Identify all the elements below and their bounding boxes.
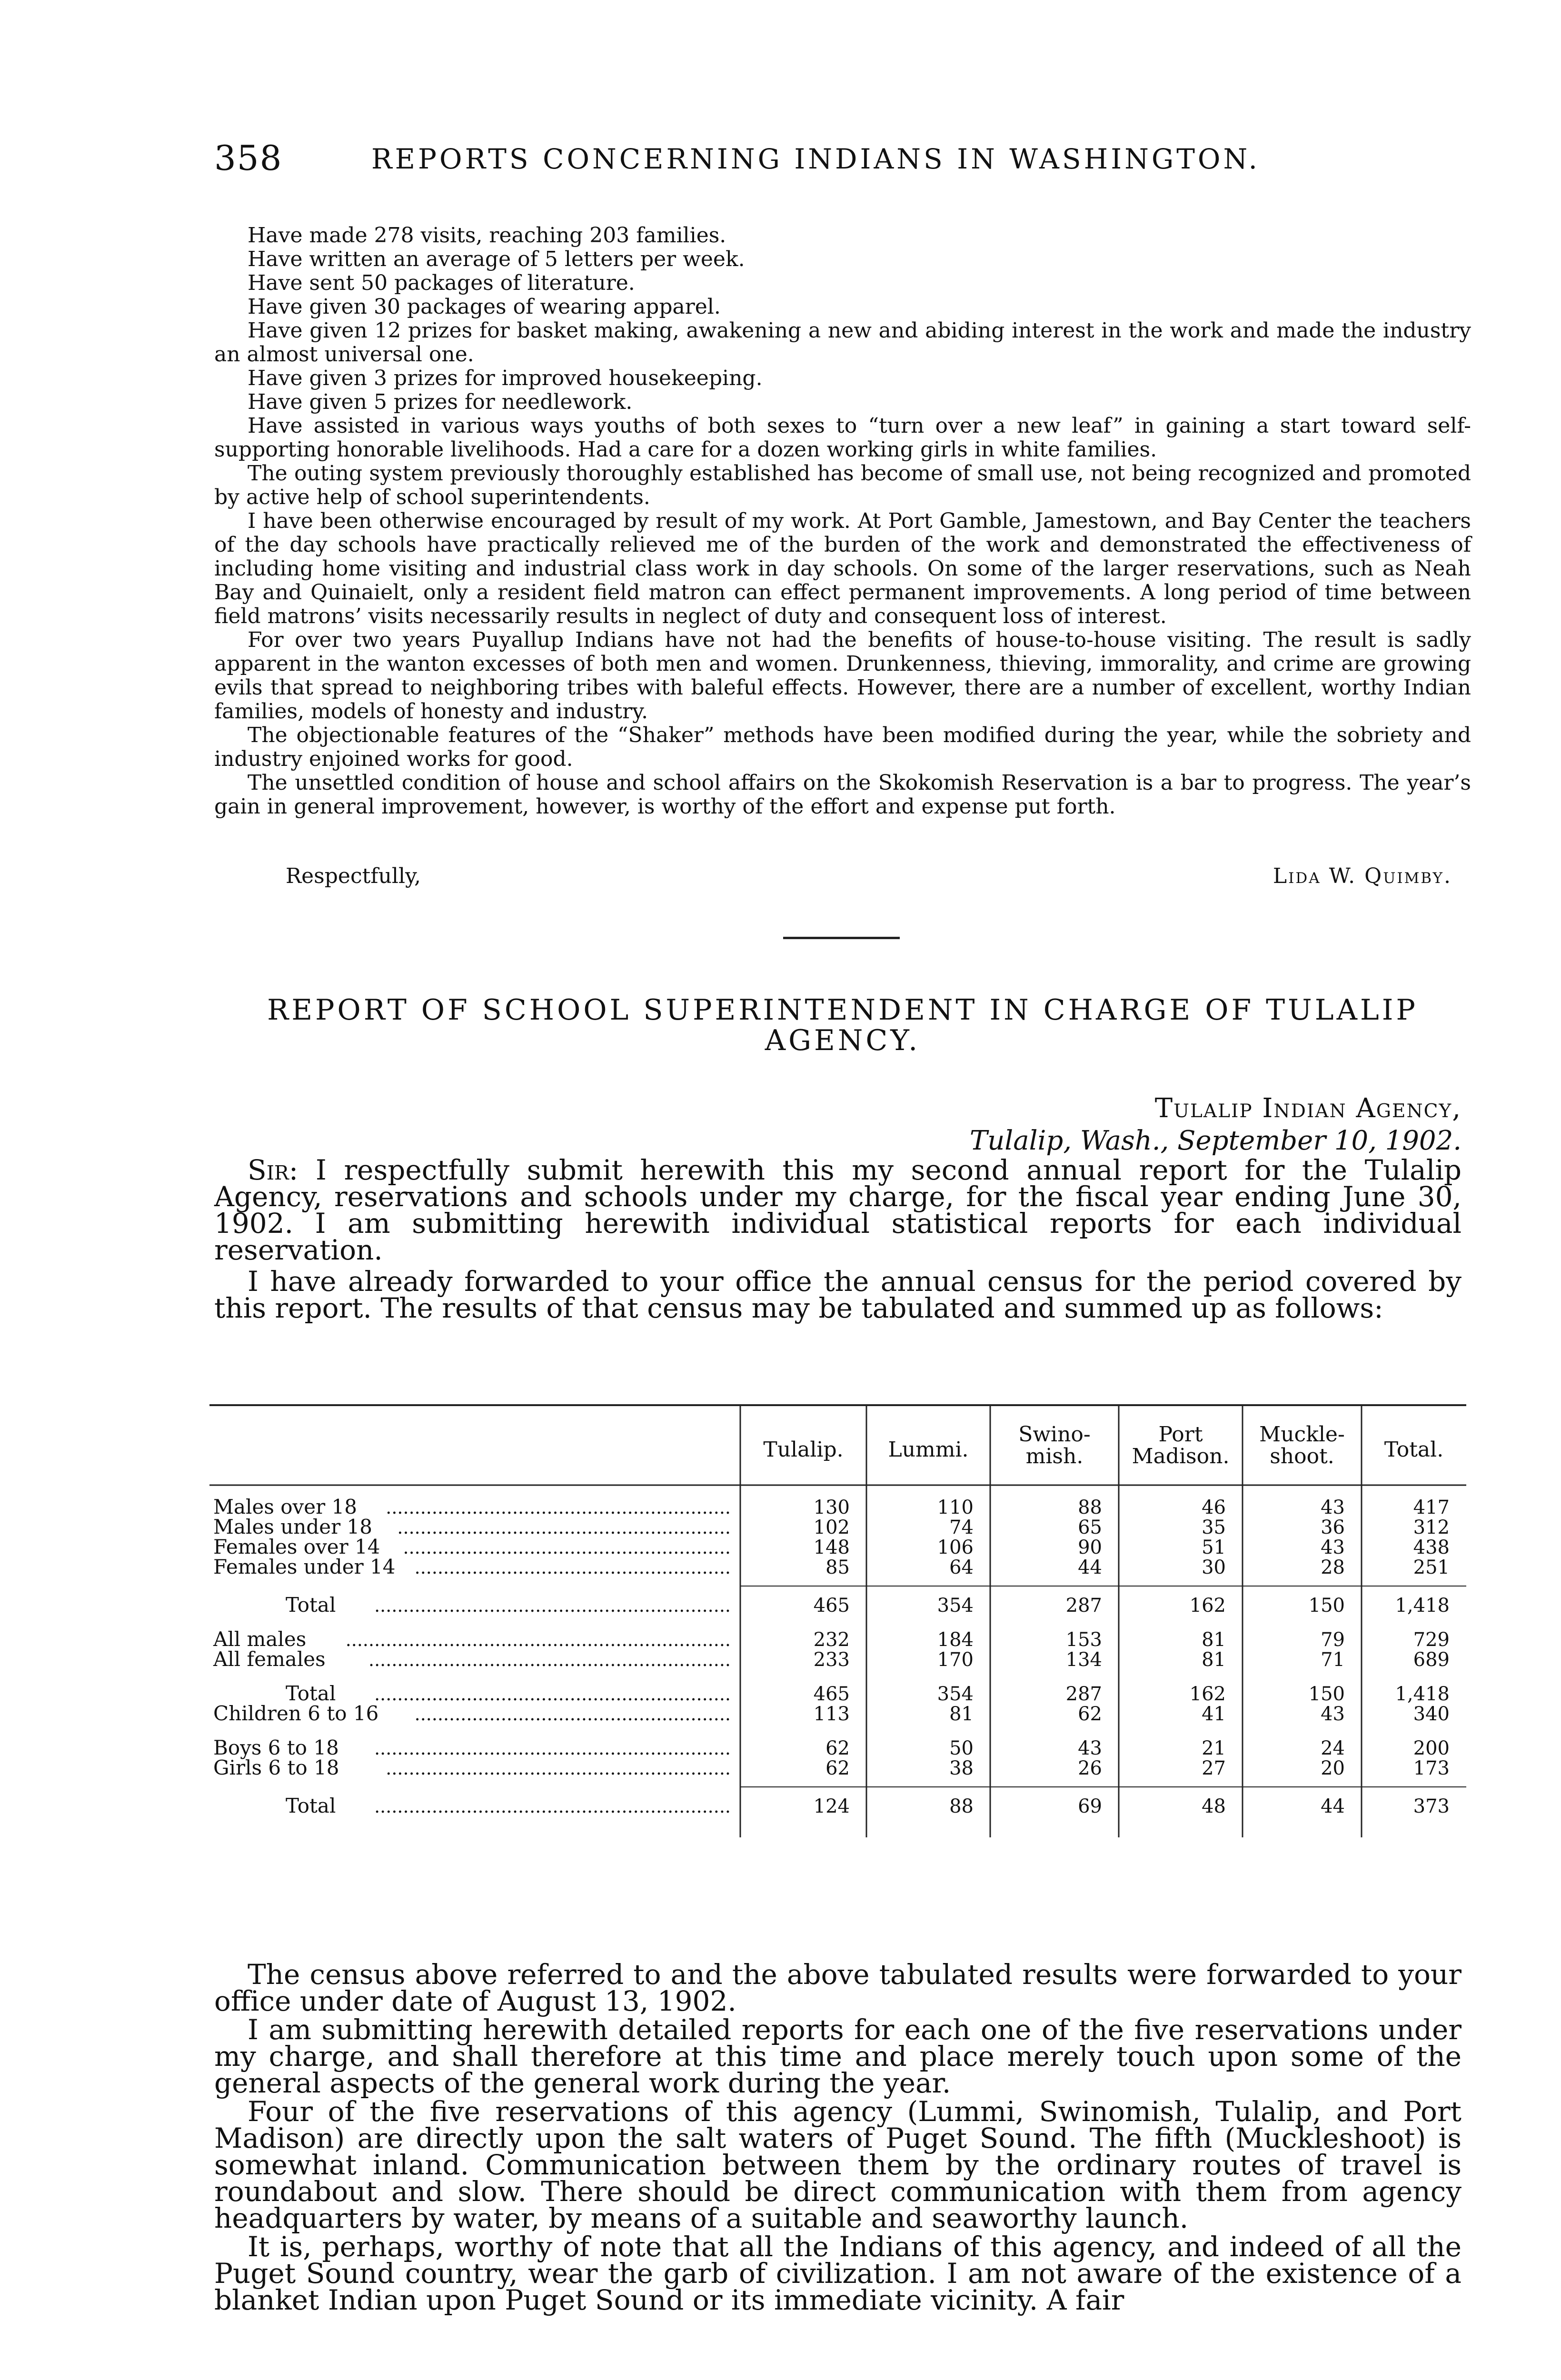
- row-label: Males under 18: [213, 1515, 372, 1538]
- cell-value: 110: [937, 1497, 974, 1518]
- cell-value: 64: [949, 1557, 974, 1578]
- letter-line: The unsettled condition of house and school affairs on the Skokomish Reservation is a bar to progress. The year’s gain in general improvement, however, is worthy of the effort and expense put forth.: [214, 771, 1471, 819]
- letter-line: The outing system previously thoroughly established has become of small use, not being recognized and promoted by active help of school superintendents.: [214, 461, 1471, 509]
- agency-line: Tulalip Indian Agency,: [1154, 1093, 1462, 1124]
- leader-dots: ............................................................: [386, 1497, 731, 1518]
- report-intro: [214, 1154, 1462, 1326]
- cell-value: 417: [1413, 1497, 1450, 1518]
- cell-value: 44: [1321, 1795, 1345, 1817]
- cell-value: 689: [1413, 1649, 1450, 1671]
- cell-value: 1,418: [1395, 1595, 1450, 1616]
- cell-value: 43: [1321, 1497, 1345, 1518]
- column-header: Muckle-: [1259, 1422, 1345, 1447]
- row-label: Males over 18: [213, 1495, 357, 1518]
- letter-line: Have given 12 prizes for basket making, awakening a new and abiding interest in the work and made the industry an almost universal one.: [214, 318, 1471, 367]
- cell-value: 124: [813, 1795, 850, 1817]
- cell-value: 233: [813, 1649, 850, 1671]
- paragraph: Four of the five reservations of this agency (Lummi, Swinomish, Tulalip, and Port Madison) are directly upon the salt waters of Puget Sound. The fifth (Muckleshoot) is somewhat inland. Communication between them by the ordinary routes of travel is roundabout and slow. There should be direct communication with them from agency headquarters by water, by means of a suitable and seaworthy launch.: [214, 2095, 1462, 2234]
- cell-value: 71: [1321, 1649, 1345, 1671]
- cell-value: 27: [1202, 1757, 1226, 1779]
- cell-value: 465: [813, 1595, 850, 1616]
- letter-line: For over two years Puyallup Indians have not had the benefits of house-to-house visiting. The result is sadly apparent in the wanton excesses of both men and women. Drunkenness, thieving, immorality, and crime are growing evils that spread to neighboring tribes with baleful effects. However, there are a number of excellent, worthy Indian families, models of honesty and industry.: [214, 628, 1471, 724]
- paragraph: [214, 1154, 1462, 1266]
- column-header: Swino-: [1018, 1422, 1091, 1447]
- cell-value: 1,418: [1395, 1683, 1450, 1705]
- cell-value: 81: [1202, 1629, 1226, 1651]
- cell-value: 130: [813, 1497, 850, 1518]
- running-head: REPORTS CONCERNING INDIANS IN WASHINGTON.: [371, 143, 1260, 175]
- leader-dots: .........................................................: [403, 1537, 731, 1558]
- cell-value: 43: [1321, 1703, 1345, 1725]
- column-header: Lummi.: [888, 1438, 969, 1462]
- cell-value: 20: [1321, 1757, 1345, 1779]
- paragraph: It is, perhaps, worthy of note that all the Indians of this agency, and indeed of all the Puget Sound country, wear the garb of civilization. I am not aware of the existence of a blanket Indian upon Puget Sound or its immediate vicinity. A fair: [214, 2231, 1462, 2316]
- paragraph: I am submitting herewith detailed reports for each one of the five reservations under my charge, and shall therefore at this time and place merely touch upon some of the general aspects of the general work during the year.: [214, 2013, 1462, 2099]
- cell-value: 153: [1065, 1629, 1102, 1651]
- cell-value: 62: [825, 1737, 850, 1759]
- salutation: Sir:: [248, 1154, 298, 1186]
- cell-value: 43: [1321, 1537, 1345, 1558]
- cell-value: 50: [949, 1737, 974, 1759]
- report-address: [809, 1092, 1462, 1157]
- census-table-svg: [209, 1404, 1466, 1944]
- cell-value: 102: [813, 1517, 850, 1538]
- leader-dots: ...............................................................: [368, 1649, 731, 1670]
- cell-value: 62: [825, 1757, 850, 1779]
- cell-value: 81: [1202, 1649, 1226, 1671]
- cell-value: 162: [1189, 1683, 1226, 1705]
- leader-dots: ..............................................................: [374, 1796, 731, 1817]
- cell-value: 88: [1078, 1497, 1102, 1518]
- cell-value: 36: [1321, 1517, 1345, 1538]
- letter-line: I have been otherwise encouraged by result of my work. At Port Gamble, Jamestown, and Bay Center the teachers of the day schools have practically relieved me of the burden of the work and demonstrated the effectiveness of including home visiting and industrial class work in day schools. On some of the larger reservations, such as Neah Bay and Quinaielt, only a resident field matron can effect permanent improvements. A long period of time between field matrons’ visits necessarily results in neglect of duty and consequent loss of interest.: [214, 509, 1471, 628]
- leader-dots: ..........................................................: [397, 1517, 731, 1538]
- leader-dots: .......................................................: [414, 1704, 731, 1725]
- column-header: mish.: [1025, 1444, 1084, 1468]
- cell-value: 106: [937, 1537, 974, 1558]
- row-label: Boys 6 to 18: [213, 1736, 339, 1759]
- row-label: All males: [213, 1627, 307, 1651]
- cell-value: 287: [1065, 1683, 1102, 1705]
- cell-value: 170: [937, 1649, 974, 1671]
- row-label: Girls 6 to 18: [213, 1756, 339, 1779]
- cell-value: 21: [1202, 1737, 1226, 1759]
- cell-value: 232: [813, 1629, 850, 1651]
- column-header: Madison.: [1132, 1444, 1230, 1468]
- cell-value: 44: [1078, 1557, 1102, 1578]
- cell-value: 65: [1078, 1517, 1102, 1538]
- cell-value: 354: [937, 1683, 974, 1705]
- cell-value: 30: [1202, 1557, 1226, 1578]
- cell-value: 729: [1413, 1629, 1450, 1651]
- closing-text: Respectfully,: [286, 864, 421, 888]
- cell-value: 85: [825, 1557, 850, 1578]
- cell-value: 354: [937, 1595, 974, 1616]
- cell-value: 90: [1078, 1537, 1102, 1558]
- cell-value: 148: [813, 1537, 850, 1558]
- leader-dots: ..............................................................: [374, 1738, 731, 1759]
- cell-value: 162: [1189, 1595, 1226, 1616]
- place-date: Tulalip, Wash., September 10, 1902.: [969, 1125, 1462, 1156]
- cell-value: 62: [1078, 1703, 1102, 1725]
- row-label: Total: [286, 1794, 336, 1817]
- cell-value: 74: [949, 1517, 974, 1538]
- cell-value: 26: [1078, 1757, 1102, 1779]
- row-label: Children 6 to 16: [213, 1702, 379, 1725]
- column-header: Tulalip.: [763, 1438, 844, 1462]
- leader-dots: .......................................................: [414, 1557, 731, 1578]
- letter-line: Have made 278 visits, reaching 203 families.: [248, 223, 726, 248]
- cell-value: 35: [1202, 1517, 1226, 1538]
- section-divider: [783, 937, 900, 939]
- leader-dots: ...................................................................: [345, 1629, 731, 1650]
- letter-line: Have sent 50 packages of literature.: [248, 271, 635, 295]
- cell-value: 251: [1413, 1557, 1450, 1578]
- letter-closing: [286, 864, 1452, 888]
- cell-value: 38: [949, 1757, 974, 1779]
- row-label: Total: [286, 1593, 336, 1616]
- signature-name: Lida W. Quimby.: [1273, 864, 1452, 888]
- cell-value: 287: [1065, 1595, 1102, 1616]
- cell-value: 88: [949, 1795, 974, 1817]
- cell-value: 113: [813, 1703, 850, 1725]
- cell-value: 465: [813, 1683, 850, 1705]
- letter-line: Have given 5 prizes for needlework.: [248, 390, 633, 414]
- page-header: [214, 138, 1347, 181]
- cell-value: 173: [1413, 1757, 1450, 1779]
- paragraph: I have already forwarded to your office the annual census for the period covered by this report. The results of that census may be tabulated and summed up as follows:: [214, 1265, 1462, 1324]
- page-number: 358: [214, 138, 283, 178]
- letter-line: Have given 3 prizes for improved housekeeping.: [248, 366, 763, 390]
- cell-value: 373: [1413, 1795, 1450, 1817]
- cell-value: 150: [1308, 1683, 1345, 1705]
- cell-value: 200: [1413, 1737, 1450, 1759]
- leader-dots: ..............................................................: [374, 1595, 731, 1616]
- letter-line: Have given 30 packages of wearing apparel.: [248, 295, 721, 319]
- row-label: Females over 14: [213, 1535, 380, 1558]
- cell-value: 41: [1202, 1703, 1226, 1725]
- cell-value: 43: [1078, 1737, 1102, 1759]
- census-table: [209, 1404, 1466, 1944]
- cell-value: 438: [1413, 1537, 1450, 1558]
- cell-value: 79: [1321, 1629, 1345, 1651]
- cell-value: 312: [1413, 1517, 1450, 1538]
- row-label: Females under 14: [213, 1555, 396, 1578]
- cell-value: 134: [1065, 1649, 1102, 1671]
- paragraph-text: I respectfully submit herewith this my second annual report for the Tulalip Agency, reservations and schools under my charge, for the fiscal year ending June 30, 1902. I am submitting herewith individual statistical reports for each individual reservation.: [214, 1154, 1462, 1266]
- report-body: [214, 1958, 1462, 2316]
- row-label: Total: [286, 1682, 336, 1705]
- report-title: REPORT OF SCHOOL SUPERINTENDENT IN CHARGE OF TULALIP AGENCY.: [267, 993, 1418, 1057]
- cell-value: 69: [1078, 1795, 1102, 1817]
- cell-value: 150: [1308, 1595, 1345, 1616]
- row-label: All females: [213, 1647, 326, 1671]
- letter-line: The objectionable features of the “Shaker” methods have been modified during the year, while the sobriety and industry enjoined works for good.: [214, 723, 1471, 771]
- column-header: Total.: [1384, 1438, 1444, 1462]
- cell-value: 340: [1413, 1703, 1450, 1725]
- leader-dots: ............................................................: [386, 1758, 731, 1779]
- cell-value: 184: [937, 1629, 974, 1651]
- field-matron-letter: [214, 224, 1471, 819]
- leader-dots: ..............................................................: [374, 1684, 731, 1705]
- letter-line: Have written an average of 5 letters per week.: [248, 247, 745, 271]
- cell-value: 48: [1202, 1795, 1226, 1817]
- cell-value: 46: [1202, 1497, 1226, 1518]
- cell-value: 24: [1321, 1737, 1345, 1759]
- column-header: shoot.: [1270, 1444, 1334, 1468]
- letter-line: Have assisted in various ways youths of both sexes to “turn over a new leaf” in gaining a start toward self-supporting honorable livelihoods. Had a care for a dozen working girls in white families.: [214, 414, 1471, 462]
- cell-value: 28: [1321, 1557, 1345, 1578]
- paragraph: The census above referred to and the above tabulated results were forwarded to your office under date of August 13, 1902.: [214, 1958, 1462, 2017]
- cell-value: 51: [1202, 1537, 1226, 1558]
- cell-value: 81: [949, 1703, 974, 1725]
- column-header: Port: [1158, 1422, 1203, 1447]
